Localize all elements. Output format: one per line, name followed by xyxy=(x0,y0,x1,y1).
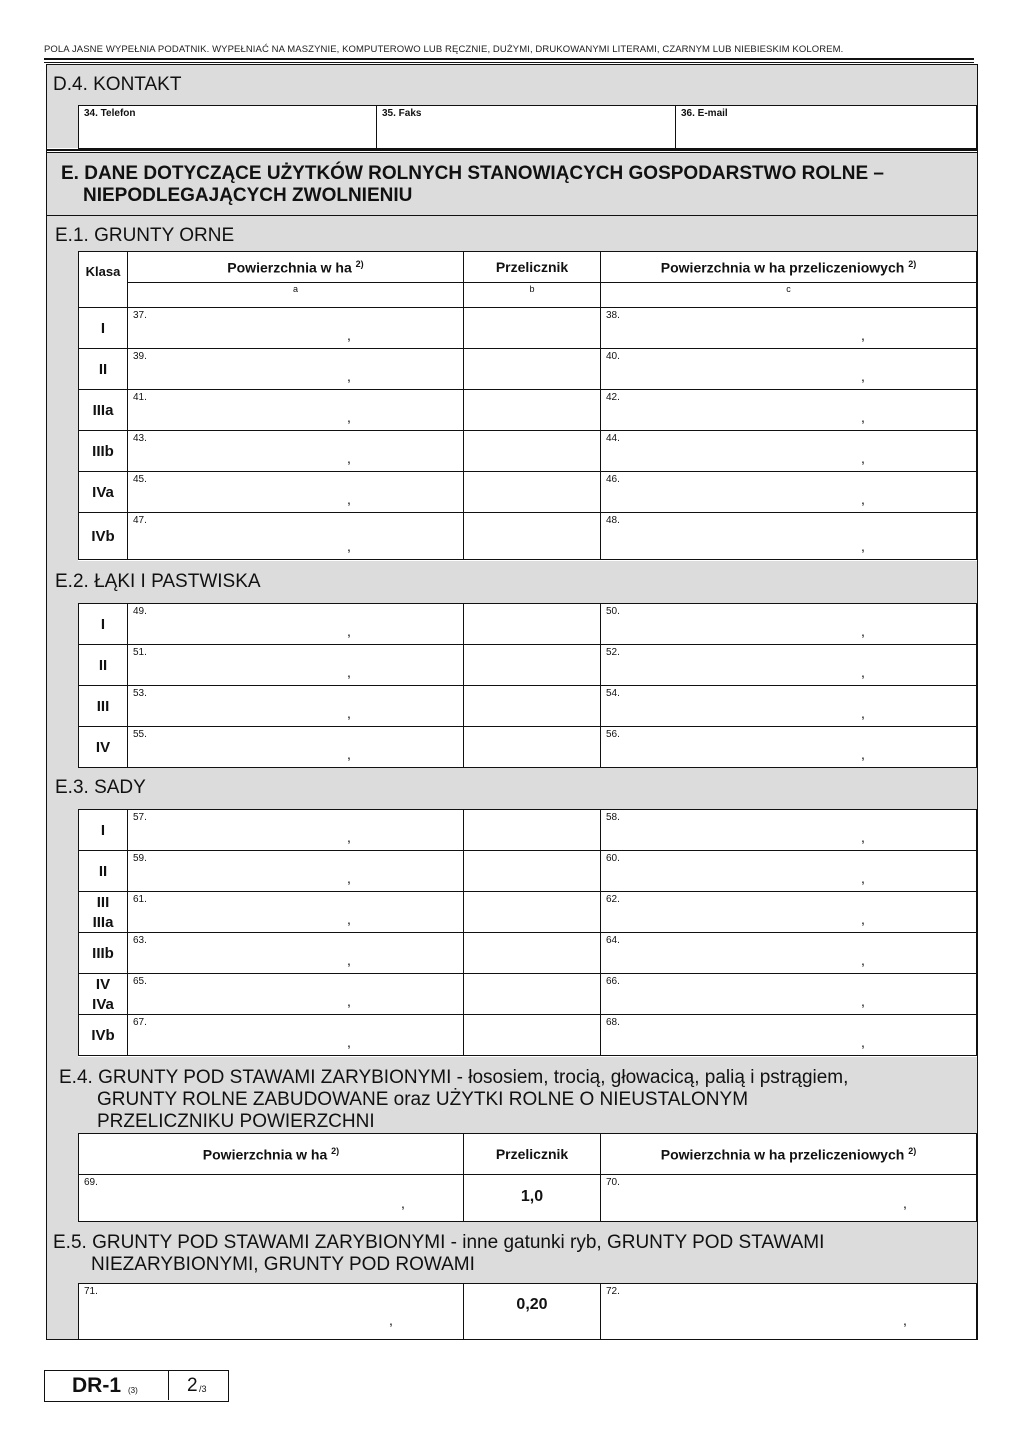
field-57[interactable] xyxy=(127,809,464,851)
klasa-label: IIIa xyxy=(92,401,114,419)
e1-margin xyxy=(47,251,78,561)
e5-title-2: NIEZARYBIONYMI, GRUNTY POD ROWAMI xyxy=(91,1254,475,1275)
decimal-comma: , xyxy=(347,829,351,845)
klasa-cell xyxy=(78,973,128,1015)
sub-c-header xyxy=(600,282,977,308)
d4-margin xyxy=(47,106,78,148)
d4-header xyxy=(47,65,977,106)
email-label: 36. E-mail xyxy=(681,108,728,119)
decimal-comma: , xyxy=(401,1195,405,1211)
e5-factor-value: 0,20 xyxy=(516,1296,548,1313)
e4-factor-header-label: Przelicznik xyxy=(495,1146,569,1162)
field-number: 44. xyxy=(606,433,620,444)
field-number: 68. xyxy=(606,1017,620,1028)
section-e-title-2: NIEPODLEGAJĄCYCH ZWOLNIENIU xyxy=(83,185,413,206)
klasa-cell xyxy=(78,809,128,851)
area-header-label: Powierzchnia w ha $^{2)}$ xyxy=(227,259,364,276)
decimal-comma: , xyxy=(903,1195,907,1211)
klasa-cell xyxy=(78,430,128,472)
field-72-number: 72. xyxy=(606,1286,620,1297)
field-number: 62. xyxy=(606,894,620,905)
header-note: POLA JASNE WYPEŁNIA PODATNIK. WYPEŁNIAĆ NA MASZYNIE, KOMPUTEROWO LUB RĘCZNIE, DUŻYMI, DRUKOWANYMI LITERAMI, CZARNYM LUB NIEBIESKIM KOLOREM. xyxy=(44,44,844,55)
e5-margin xyxy=(47,1283,78,1339)
fax-field[interactable] xyxy=(376,105,676,149)
sub-a-header xyxy=(127,282,464,308)
klasa-label: III xyxy=(96,697,110,715)
factor-header-label: Przelicznik xyxy=(495,259,569,275)
field-number: 42. xyxy=(606,392,620,403)
field-number: 57. xyxy=(133,812,147,823)
field-number: 58. xyxy=(606,812,620,823)
klasa-label: II xyxy=(98,656,108,674)
sub-b-label: b xyxy=(529,284,535,294)
factor-cell xyxy=(463,726,601,768)
factor-header xyxy=(463,251,601,283)
field-41[interactable] xyxy=(127,389,464,431)
klasa-label: II xyxy=(98,360,108,378)
decimal-comma: , xyxy=(347,952,351,968)
field-43[interactable] xyxy=(127,430,464,472)
email-field[interactable] xyxy=(675,105,977,149)
factor-cell xyxy=(463,471,601,513)
decimal-comma: , xyxy=(861,450,865,466)
form-footer xyxy=(44,1370,229,1402)
e2-title: E.2. ŁĄKI I PASTWISKA xyxy=(55,571,261,592)
page-total: /3 xyxy=(199,1384,207,1394)
factor-cell xyxy=(463,850,601,892)
field-70-number: 70. xyxy=(606,1177,620,1188)
klasa-label: I xyxy=(100,821,106,839)
field-54[interactable] xyxy=(600,685,977,727)
field-50[interactable] xyxy=(600,603,977,645)
field-72[interactable] xyxy=(600,1283,977,1340)
e4-title-2: GRUNTY ROLNE ZABUDOWANE oraz UŻYTKI ROLNE O NIEUSTALONYM xyxy=(97,1089,749,1110)
decimal-comma: , xyxy=(347,327,351,343)
decimal-comma: , xyxy=(903,1312,907,1328)
e4-area-header-label: Powierzchnia w ha $^{2)}$ xyxy=(202,1146,340,1163)
field-number: 61. xyxy=(133,894,147,905)
field-number: 63. xyxy=(133,935,147,946)
klasa-cell xyxy=(78,891,128,933)
e1-header xyxy=(47,216,977,251)
decimal-comma: , xyxy=(861,870,865,886)
klasa-label: I xyxy=(100,615,106,633)
field-38[interactable] xyxy=(600,307,977,349)
factor-cell xyxy=(463,809,601,851)
e4-factor-header xyxy=(463,1133,601,1175)
field-69-number: 69. xyxy=(84,1177,98,1188)
decimal-comma: , xyxy=(347,491,351,507)
field-58[interactable] xyxy=(600,809,977,851)
phone-label: 34. Telefon xyxy=(84,108,136,119)
field-46[interactable] xyxy=(600,471,977,513)
klasa-label: IIIb xyxy=(92,442,114,460)
decimal-comma: , xyxy=(861,705,865,721)
klasa-cell xyxy=(78,1014,128,1056)
klasa-label: I xyxy=(100,319,106,337)
header-rule xyxy=(44,58,974,60)
field-number: 54. xyxy=(606,688,620,699)
form-id: DR-1 xyxy=(72,1374,122,1397)
klasa-header xyxy=(78,251,128,308)
klasa-cell xyxy=(78,389,128,431)
field-number: 47. xyxy=(133,515,147,526)
field-number: 50. xyxy=(606,606,620,617)
field-number: 52. xyxy=(606,647,620,658)
decimal-comma: , xyxy=(861,368,865,384)
field-number: 45. xyxy=(133,474,147,485)
klasa-cell xyxy=(78,850,128,892)
factor-cell xyxy=(463,307,601,349)
factor-cell xyxy=(463,603,601,645)
decimal-comma: , xyxy=(861,911,865,927)
decimal-comma: , xyxy=(347,664,351,680)
e3-header xyxy=(47,768,977,809)
decimal-comma: , xyxy=(347,368,351,384)
field-47[interactable] xyxy=(127,512,464,560)
e4-converted-header-label: Powierzchnia w ha przeliczeniowych $^{2)}$ xyxy=(660,1146,917,1163)
e5-factor-cell xyxy=(463,1283,601,1340)
field-number: 49. xyxy=(133,606,147,617)
field-number: 60. xyxy=(606,853,620,864)
field-62[interactable] xyxy=(600,891,977,933)
area-header xyxy=(127,251,464,283)
decimal-comma: , xyxy=(861,623,865,639)
field-52[interactable] xyxy=(600,644,977,686)
e2-margin xyxy=(47,603,78,768)
field-56[interactable] xyxy=(600,726,977,768)
e1-title: E.1. GRUNTY ORNE xyxy=(55,225,235,246)
decimal-comma: , xyxy=(347,450,351,466)
decimal-comma: , xyxy=(861,829,865,845)
sub-c-label: c xyxy=(786,284,791,294)
field-55[interactable] xyxy=(127,726,464,768)
field-65[interactable] xyxy=(127,973,464,1015)
factor-cell xyxy=(463,891,601,933)
decimal-comma: , xyxy=(861,746,865,762)
field-70[interactable] xyxy=(600,1174,977,1222)
field-number: 65. xyxy=(133,976,147,987)
field-number: 37. xyxy=(133,310,147,321)
fax-label: 35. Faks xyxy=(382,108,422,119)
field-number: 64. xyxy=(606,935,620,946)
klasa-cell xyxy=(78,307,128,349)
section-e-title-1: E. DANE DOTYCZĄCE UŻYTKÓW ROLNYCH STANOWIĄCYCH GOSPODARSTWO ROLNE – xyxy=(61,163,884,184)
sub-b-header xyxy=(463,282,601,308)
e3-title: E.3. SADY xyxy=(55,777,146,798)
field-71[interactable] xyxy=(78,1283,464,1340)
decimal-comma: , xyxy=(347,538,351,554)
decimal-comma: , xyxy=(861,952,865,968)
e4-title-3: PRZELICZNIKU POWIERZCHNI xyxy=(97,1111,375,1132)
factor-cell xyxy=(463,430,601,472)
decimal-comma: , xyxy=(861,409,865,425)
decimal-comma: , xyxy=(347,409,351,425)
field-39[interactable] xyxy=(127,348,464,390)
e5-title-1: E.5. GRUNTY POD STAWAMI ZARYBIONYMI - inne gatunki ryb, GRUNTY POD STAWAMI xyxy=(53,1232,825,1253)
field-45[interactable] xyxy=(127,471,464,513)
factor-cell xyxy=(463,348,601,390)
field-63[interactable] xyxy=(127,932,464,974)
divider xyxy=(47,149,977,151)
field-51[interactable] xyxy=(127,644,464,686)
e4-factor-value: 1,0 xyxy=(520,1188,544,1205)
decimal-comma: , xyxy=(347,870,351,886)
field-number: 46. xyxy=(606,474,620,485)
klasa-cell xyxy=(78,348,128,390)
klasa-cell xyxy=(78,471,128,513)
klasa-header-label: Klasa xyxy=(85,264,121,279)
e4-title-1: E.4. GRUNTY POD STAWAMI ZARYBIONYMI - łososiem, trocią, głowacicą, palią i pstrągiem, xyxy=(59,1067,849,1088)
field-number: 43. xyxy=(133,433,147,444)
factor-cell xyxy=(463,1014,601,1056)
e5-header xyxy=(47,1222,977,1283)
field-number: 53. xyxy=(133,688,147,699)
klasa-cell xyxy=(78,685,128,727)
klasa-cell xyxy=(78,726,128,768)
sub-a-label: a xyxy=(292,284,298,294)
field-40[interactable] xyxy=(600,348,977,390)
factor-cell xyxy=(463,932,601,974)
field-number: 40. xyxy=(606,351,620,362)
klasa-cell xyxy=(78,644,128,686)
decimal-comma: , xyxy=(861,327,865,343)
decimal-comma: , xyxy=(861,538,865,554)
form-version: (3) xyxy=(128,1386,138,1395)
klasa-label: IVb xyxy=(91,527,115,545)
field-66[interactable] xyxy=(600,973,977,1015)
header-rule-thin xyxy=(44,62,974,63)
d4-title: D.4. KONTAKT xyxy=(53,74,182,95)
page-number: 2 xyxy=(187,1375,198,1396)
decimal-comma: , xyxy=(347,705,351,721)
field-48[interactable] xyxy=(600,512,977,560)
factor-cell xyxy=(463,644,601,686)
e4-margin xyxy=(47,1133,78,1222)
decimal-comma: , xyxy=(347,1034,351,1050)
field-64[interactable] xyxy=(600,932,977,974)
field-number: 48. xyxy=(606,515,620,526)
field-49[interactable] xyxy=(127,603,464,645)
klasa-cell xyxy=(78,932,128,974)
field-number: 56. xyxy=(606,729,620,740)
decimal-comma: , xyxy=(861,993,865,1009)
decimal-comma: , xyxy=(861,664,865,680)
e4-header xyxy=(47,1057,977,1133)
field-44[interactable] xyxy=(600,430,977,472)
factor-cell xyxy=(463,973,601,1015)
factor-cell xyxy=(463,512,601,560)
field-number: 66. xyxy=(606,976,620,987)
field-42[interactable] xyxy=(600,389,977,431)
field-59[interactable] xyxy=(127,850,464,892)
factor-cell xyxy=(463,389,601,431)
klasa-cell xyxy=(78,512,128,560)
field-number: 59. xyxy=(133,853,147,864)
field-number: 39. xyxy=(133,351,147,362)
decimal-comma: , xyxy=(347,623,351,639)
klasa-label: IIIb xyxy=(92,944,114,962)
klasa-label: IV xyxy=(95,738,111,756)
klasa-label: IVa xyxy=(92,483,114,501)
e4-area-header xyxy=(78,1133,464,1175)
field-69[interactable] xyxy=(78,1174,464,1222)
field-37[interactable] xyxy=(127,307,464,349)
klasa-label: II xyxy=(98,862,108,880)
field-number: 38. xyxy=(606,310,620,321)
converted-header xyxy=(600,251,977,283)
decimal-comma: , xyxy=(861,1034,865,1050)
field-71-number: 71. xyxy=(84,1286,98,1297)
field-number: 51. xyxy=(133,647,147,658)
e2-header xyxy=(47,561,977,603)
e4-converted-header xyxy=(600,1133,977,1175)
field-68[interactable] xyxy=(600,1014,977,1056)
field-number: 55. xyxy=(133,729,147,740)
e3-margin xyxy=(47,809,78,1057)
field-67[interactable] xyxy=(127,1014,464,1056)
klasa-cell xyxy=(78,603,128,645)
converted-header-label: Powierzchnia w ha przeliczeniowych $^{2)}$ xyxy=(660,259,917,276)
decimal-comma: , xyxy=(347,993,351,1009)
field-60[interactable] xyxy=(600,850,977,892)
e4-factor-cell xyxy=(463,1174,601,1222)
field-number: 67. xyxy=(133,1017,147,1028)
decimal-comma: , xyxy=(347,746,351,762)
klasa-label: IV IVa xyxy=(92,975,114,1013)
form-id-box xyxy=(45,1371,169,1400)
decimal-comma: , xyxy=(861,491,865,507)
phone-field[interactable] xyxy=(78,105,377,149)
field-61[interactable] xyxy=(127,891,464,933)
section-e-header xyxy=(47,153,977,216)
klasa-label: III IIIa xyxy=(92,893,114,931)
decimal-comma: , xyxy=(347,911,351,927)
decimal-comma: , xyxy=(389,1312,393,1328)
field-53[interactable] xyxy=(127,685,464,727)
field-number: 41. xyxy=(133,392,147,403)
factor-cell xyxy=(463,685,601,727)
klasa-label: IVb xyxy=(91,1026,115,1044)
